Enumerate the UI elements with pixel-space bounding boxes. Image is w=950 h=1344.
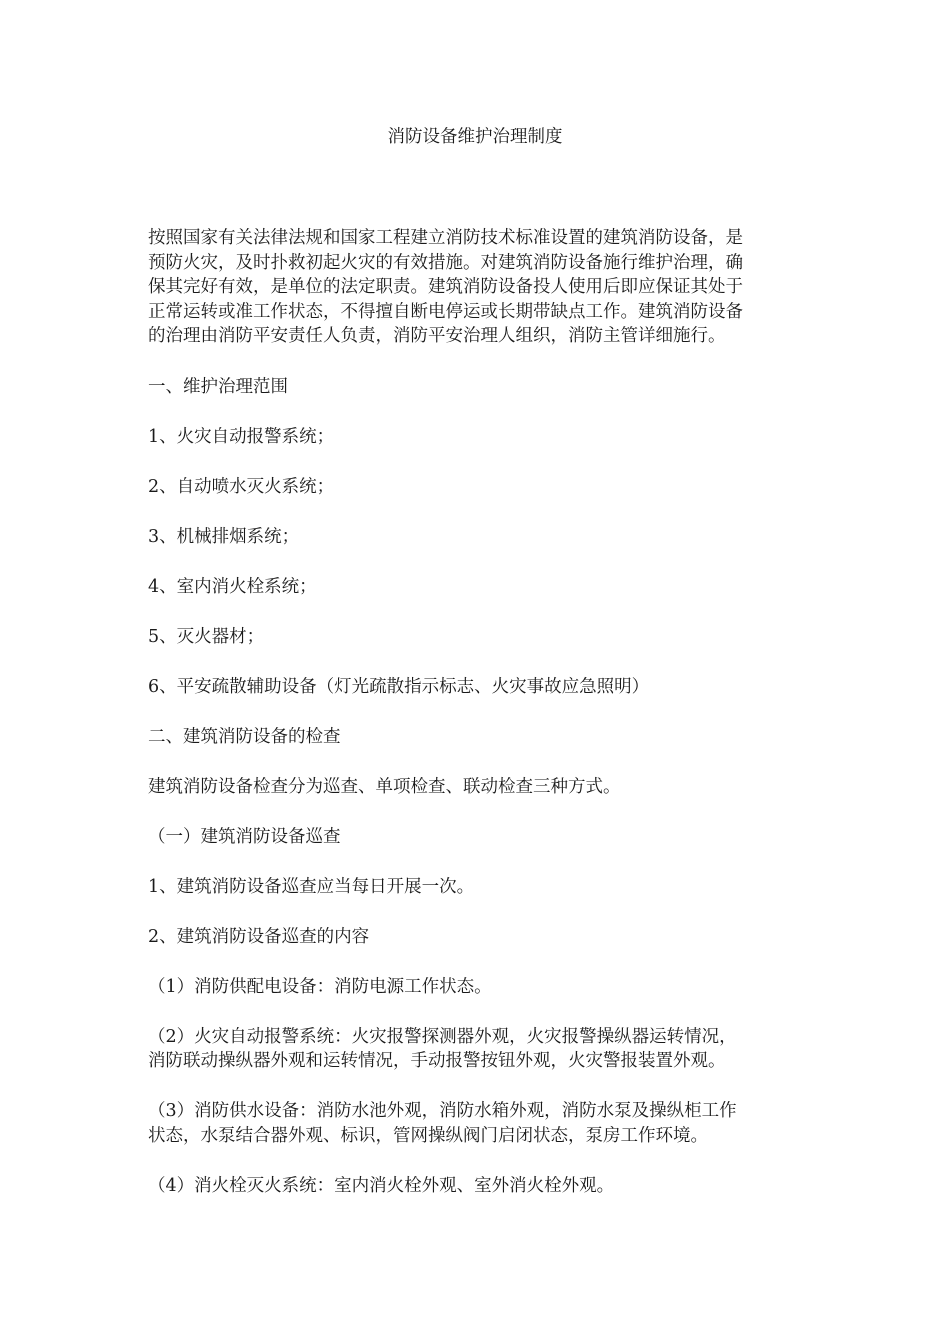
section1-heading: 一、维护治理范围	[148, 376, 288, 397]
subsection1-heading: （一）建筑消防设备巡查	[148, 826, 341, 847]
patrol-item: 1、建筑消防设备巡查应当每日开展一次。	[148, 876, 475, 897]
detail-item	[148, 1099, 803, 1148]
section2-intro: 建筑消防设备检查分为巡查、单项检查、联动检查三种方式。	[148, 776, 621, 797]
patrol-item: 2、建筑消防设备巡查的内容	[148, 926, 370, 947]
intro-line: 的治理由消防平安责任人负责，消防平安治理人组织，消防主管详细施行。	[148, 326, 726, 346]
intro-line: 保其完好有效，是单位的法定职责。建筑消防设备投人使用后即应保证其处于	[148, 277, 743, 297]
scope-item: 6、平安疏散辅助设备（灯光疏散指示标志、火灾事故应急照明）	[148, 676, 650, 697]
detail-item: （1）消防供配电设备：消防电源工作状态。	[148, 976, 492, 997]
detail-line: （3）消防供水设备：消防水池外观，消防水箱外观，消防水泵及操纵柜工作	[148, 1101, 737, 1121]
scope-item: 3、机械排烟系统；	[148, 526, 300, 547]
intro-line: 正常运转或准工作状态，不得擅自断电停运或长期带缺点工作。建筑消防设备	[148, 301, 743, 322]
intro-line: 按照国家有关法律法规和国家工程建立消防技术标准设置的建筑消防设备，是	[148, 228, 743, 248]
scope-item: 4、室内消火栓系统；	[148, 576, 317, 597]
detail-item: （4）消火栓灭火系统：室内消火栓外观、室外消火栓外观。	[148, 1175, 615, 1196]
detail-line: 状态，水泵结合器外观、标识，管网操纵阀门启闭状态，泵房工作环境。	[148, 1125, 708, 1146]
scope-item: 2、自动喷水灭火系统；	[148, 476, 335, 497]
detail-line: 消防联动操纵器外观和运转情况，手动报警按钮外观，火灾警报装置外观。	[148, 1051, 726, 1071]
document-body	[148, 226, 803, 1198]
intro-line: 预防火灾，及时扑救初起火灾的有效措施。对建筑消防设备施行维护治理，确	[148, 252, 743, 273]
scope-item: 5、灭火器材；	[148, 626, 265, 647]
detail-item	[148, 1025, 803, 1074]
detail-line: （2）火灾自动报警系统：火灾报警探测器外观，火灾报警操纵器运转情况，	[148, 1026, 737, 1047]
document-title: 消防设备维护治理制度	[387, 127, 563, 147]
intro-paragraph	[148, 226, 803, 349]
section2-heading: 二、建筑消防设备的检查	[148, 726, 341, 747]
scope-item: 1、火灾自动报警系统；	[148, 426, 335, 447]
